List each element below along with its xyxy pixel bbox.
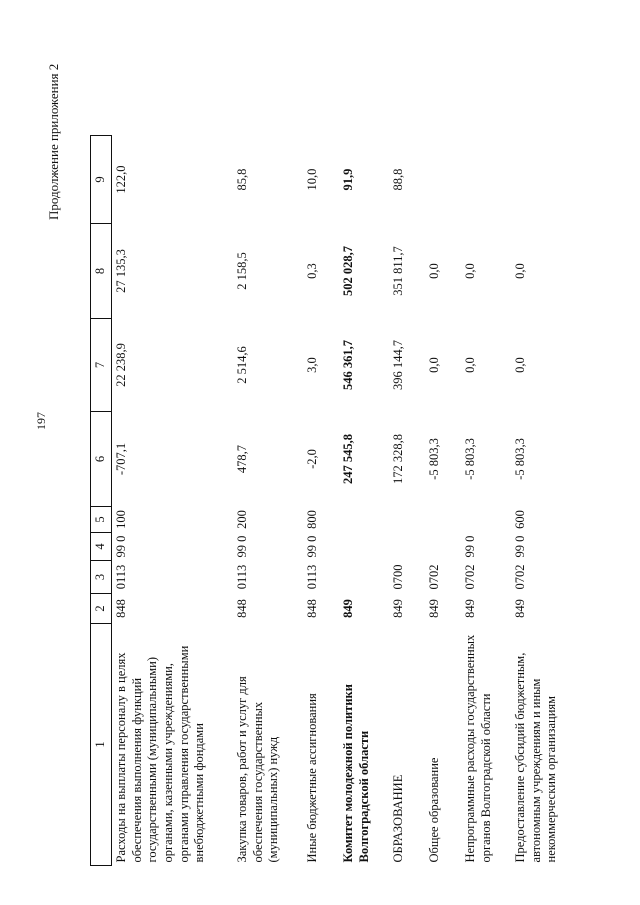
cell-value-9: 88,8 [391,168,405,191]
col-header-6: 6 [91,412,112,507]
cell-expense-type [339,507,389,533]
cell-expense-type [389,507,425,533]
header-row [91,136,112,866]
cell-value-6: -5 803,3 [463,438,477,480]
cell-value-7: 0,0 [513,357,527,373]
cell-section: 0113 [235,564,249,590]
cell-value-8: 0,0 [427,263,441,279]
cell-value-8: 2 158,5 [235,252,249,290]
row-name: ОБРАЗОВАНИЕ [391,774,405,863]
cell-target: 99 0 [235,535,249,558]
cell-value-9: 85,8 [235,168,249,191]
col-header-3: 3 [91,561,112,594]
cell-value-6: -5 803,3 [513,438,527,480]
table-row [233,136,303,866]
cell-section: 0113 [305,564,319,590]
cell-value-6: 172 328,8 [391,434,405,484]
cell-ministry: 849 [391,599,405,618]
table-row [112,136,234,866]
row-name: Предоставление субсидий бюджетным, автономным учреждениям и иным некоммерческим организациям [513,652,559,863]
cell-target: 99 0 [513,535,527,558]
cell-value-8: 0,0 [513,263,527,279]
cell-value-7: 0,0 [463,357,477,373]
table-row [389,136,425,866]
col-header-4: 4 [91,533,112,561]
cell-value-9 [511,136,573,224]
cell-target [339,533,389,561]
cell-section: 0702 [463,564,477,590]
cell-value-8: 0,3 [305,263,319,279]
budget-table [90,135,573,866]
cell-value-7: 396 144,7 [391,340,405,390]
cell-value-6: 478,7 [235,444,249,474]
cell-value-8: 351 811,7 [391,246,405,296]
cell-value-7: 3,0 [305,357,319,373]
cell-value-9: 10,0 [305,168,319,191]
row-name: Иные бюджетные ассигнования [305,693,319,863]
col-header-8: 8 [91,224,112,319]
cell-value-6: -2,0 [305,449,319,469]
row-name: Непрограммные расходы государственных органов Волгоградской области [463,634,493,863]
continuation-label: Продолжение приложения 2 [46,63,61,220]
cell-value-9: 91,9 [341,168,355,191]
cell-value-7: 2 514,6 [235,346,249,384]
table-row [461,136,511,866]
page-number: 197 [34,412,48,430]
cell-ministry: 848 [114,599,128,618]
cell-value-7: 0,0 [427,357,441,373]
rotated-page [32,20,632,870]
cell-target: 99 0 [463,535,477,558]
cell-ministry: 848 [235,599,249,618]
cell-expense-type: 100 [114,510,128,529]
cell-section: 0702 [427,564,441,590]
cell-ministry: 849 [427,599,441,618]
cell-ministry: 849 [463,599,477,618]
cell-target [425,533,461,561]
cell-expense-type [461,507,511,533]
cell-expense-type: 200 [235,510,249,529]
col-header-9: 9 [91,136,112,224]
cell-expense-type: 800 [305,510,319,529]
cell-value-6: -5 803,3 [427,438,441,480]
cell-value-8: 27 135,3 [114,249,128,293]
row-name: Комитет молодежной политики Волгоградской области [341,684,371,863]
cell-ministry: 849 [341,599,355,618]
cell-expense-type [425,507,461,533]
cell-value-9 [425,136,461,224]
col-header-7: 7 [91,319,112,412]
row-name: Общее образование [427,757,441,863]
cell-expense-type: 600 [513,510,527,529]
cell-value-6: -707,1 [114,442,128,476]
table-row [511,136,573,866]
table-row [303,136,339,866]
col-header-5: 5 [91,507,112,533]
table-row [425,136,461,866]
cell-value-6: 247 545,8 [341,434,355,484]
col-header-1: 1 [91,624,112,866]
cell-section: 0702 [513,564,527,590]
cell-ministry: 848 [305,599,319,618]
cell-ministry: 849 [513,599,527,618]
cell-section: 0113 [114,564,128,590]
col-header-2: 2 [91,594,112,624]
row-name: Закупка товаров, работ и услуг для обеспечения государственных (муниципальных) нужд [235,676,281,863]
cell-value-9: 122,0 [114,165,128,194]
cell-value-9 [461,136,511,224]
cell-target: 99 0 [305,535,319,558]
cell-value-7: 22 238,9 [114,343,128,387]
cell-section: 0700 [391,564,405,590]
cell-value-8: 502 028,7 [341,246,355,296]
cell-section [339,561,389,594]
cell-value-7: 546 361,7 [341,340,355,390]
row-name: Расходы на выплаты персоналу в целях обеспечения выполнения функций государственными (муниципальными) органами, казенными учреждениями, органами управления государственными внебюджетными фондами [114,645,207,863]
cell-value-8: 0,0 [463,263,477,279]
cell-target: 99 0 [114,535,128,558]
cell-target [389,533,425,561]
table-row [339,136,389,866]
